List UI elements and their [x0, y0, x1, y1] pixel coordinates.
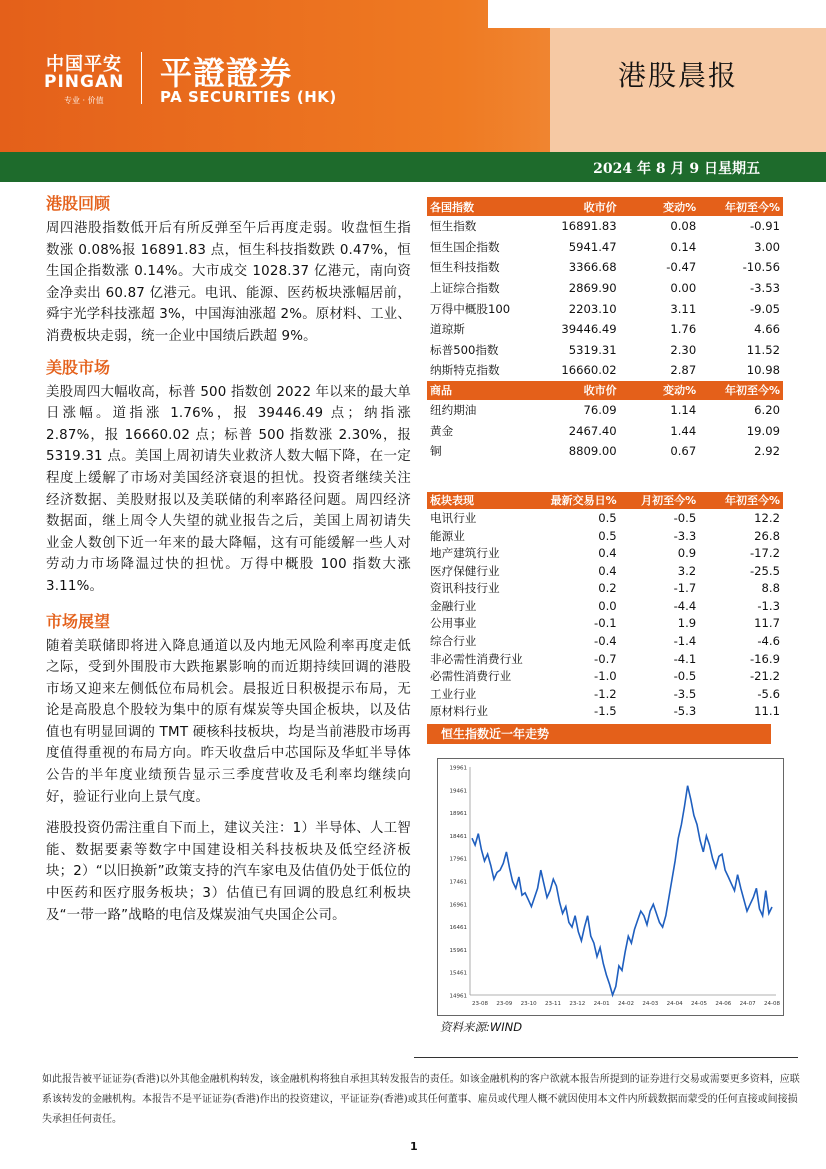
table-row: [427, 509, 783, 527]
row-value: 11.7: [754, 616, 780, 631]
x-tick-label: 24-01: [593, 1001, 610, 1007]
row-value: 1.76: [670, 322, 697, 337]
hsi-chart: [437, 758, 784, 1016]
row-label: 铜: [430, 444, 442, 459]
logo-divider: [141, 52, 142, 104]
x-tick-label: 24-08: [764, 1001, 780, 1007]
row-label: 综合行业: [430, 634, 477, 649]
row-label: 上证综合指数: [430, 281, 500, 296]
row-value: 2.87: [670, 363, 697, 378]
row-value: 0.4: [598, 563, 617, 578]
y-tick-label: 17461: [449, 879, 467, 886]
row-value: -4.4: [673, 598, 697, 613]
x-tick-label: 23-09: [496, 1001, 513, 1007]
row-value: -0.47: [666, 260, 697, 275]
y-tick-label: 16961: [449, 902, 467, 909]
table-row: [427, 400, 783, 421]
row-value: 0.14: [670, 239, 697, 254]
x-tick-label: 24-04: [666, 1001, 683, 1007]
table-row: [427, 580, 783, 598]
table-row: [427, 441, 783, 462]
row-value: 12.2: [754, 510, 780, 525]
table-row: [427, 420, 783, 441]
row-value: -1.2: [594, 686, 617, 701]
row-value: 3.2: [677, 563, 697, 578]
row-value: 4.66: [754, 322, 780, 337]
row-value: 8.8: [761, 581, 780, 596]
x-tick-label: 23-12: [569, 1001, 586, 1007]
date-bar: [0, 152, 826, 182]
column-header: 最新交易日%: [538, 492, 620, 510]
row-value: 1.9: [677, 616, 697, 631]
report-title: 港股晨报: [618, 59, 739, 92]
row-value: 39446.49: [561, 322, 617, 337]
brand-name-cn: 平證證券: [160, 54, 293, 92]
table-row: [427, 237, 783, 258]
row-value: -1.4: [673, 634, 697, 649]
brand-name-en: PA SECURITIES (HK): [160, 88, 337, 106]
row-value: 3.11: [670, 301, 697, 316]
row-label: 资讯科技行业: [430, 581, 500, 596]
row-label: 非必需性消费行业: [430, 651, 523, 666]
x-tick-label: 24-07: [739, 1001, 756, 1007]
row-value: 2869.90: [568, 281, 617, 296]
row-value: -16.9: [750, 651, 780, 666]
chart-title: 恒生指数近一年走势: [427, 724, 771, 744]
row-label: 道琼斯: [430, 322, 465, 337]
disclaimer-text: 如此报告被平证证券(香港)以外其他金融机构转发，该金融机构将独自承担其转发报告的责任。如该金融机构的客户欲就本报告所提到的证券进行交易或需要更多资料，应联系该转发的金融机构。本报告不是平证证券(香港)作出的投资建议，平证证券(香港)或其任何董事、雇员或代理人概不就因使用本文件内所载数据而蒙受的任何直接或间接损失承担任何责任。: [42, 1074, 800, 1125]
table-row: [427, 257, 783, 278]
hk-review-text: 周四港股指数低开后有所反弹至午后再度走弱。收盘恒生指数涨 0.08%报 16891.83 点，恒生科技指数跌 0.47%，恒生国企指数涨 0.14%。大市成交 1028.37 亿港元，南向资金净卖出 60.87 亿港元。电讯、能源、医药板块涨幅居前，舜宇光学科技涨超 3%，中国海油涨超 2%。原材料、工业、消费板块走弱，统一企业中国绩后跌超 9%。: [46, 221, 411, 344]
row-value: 0.00: [670, 281, 697, 296]
row-label: 医疗保健行业: [430, 563, 500, 578]
outlook-text-1: 随着美联储即将进入降息通道以及内地无风险利率再度走低之际，受到外围股市大跌拖累影响的而近期持续回调的港股市场又迎来左侧低位布局机会。晨报近日积极提示布局，无论是高股息个股较为集中的原有煤炭等央国企板块，以及估值也有明显回调的 TMT 硬核科技板块，均是当前港股市场再度值得重视的布局方向。昨天收盘后中芯国际及华虹半导体公告的半年度业绩预告显示三季度营收及毛利率均继续向好，验证行业向上景气度。: [46, 638, 411, 805]
row-label: 必需性消费行业: [430, 669, 512, 684]
table-row: [427, 685, 783, 703]
row-value: -1.5: [594, 704, 617, 719]
row-label: 黄金: [430, 423, 454, 438]
row-value: 0.08: [670, 219, 697, 234]
column-header: 年初至今%: [699, 492, 783, 510]
y-tick-label: 15461: [449, 970, 467, 977]
x-tick-label: 24-02: [618, 1001, 634, 1007]
row-value: 3.00: [754, 239, 780, 254]
table-row: [427, 650, 783, 668]
row-value: -0.5: [673, 669, 697, 684]
column-header: 板块表现: [427, 492, 538, 510]
us-market-text: 美股周四大幅收高，标普 500 指数创 2022 年以来的最大单日涨幅。道指涨 1.76%，报 39446.49 点；纳指涨 2.87%，报 16660.02 点；标普 500 指数涨 2.30%，报 5319.31 点。美国上周初请失业救济人数大幅下降，在一定程度上缓解了市场对美国经济衰退的担忧。投资者继续关注经济数据、美股财报以及美联储的利率路径问题。周四经济数据面，继上周令人失望的就业报告之后，美国上周初请失业金人数创下近一年来的最大降幅，这有可能缓解一些人对劳动力市场降温过快的担忧。万得中概股 100 指数大涨 3.11%。: [46, 384, 411, 594]
row-value: -0.4: [594, 634, 617, 649]
table-row: [427, 667, 783, 685]
row-value: 5941.47: [568, 239, 617, 254]
row-label: 能源业: [430, 528, 465, 543]
row-value: -5.3: [673, 704, 697, 719]
indices-table: [427, 197, 783, 462]
chart-source: 资料来源:WIND: [440, 1020, 523, 1034]
row-value: -17.2: [750, 546, 780, 561]
table-row: [427, 527, 783, 545]
commentary-column: [46, 192, 411, 926]
row-value: 2203.10: [568, 301, 617, 316]
row-value: -1.7: [673, 581, 697, 596]
column-header: 月初至今%: [620, 492, 700, 510]
row-value: 16660.02: [561, 363, 617, 378]
table-row: [427, 632, 783, 650]
section-title-us-market: 美股市场: [46, 357, 111, 377]
row-label: 电讯行业: [430, 510, 477, 525]
row-value: 11.1: [754, 704, 780, 719]
table-row: [427, 544, 783, 562]
row-value: 16891.83: [561, 219, 617, 234]
page-number: 1: [410, 1140, 418, 1153]
pingan-logo-cn: 中国平安: [46, 54, 122, 75]
commodities-header: [427, 381, 783, 400]
row-value: 0.67: [670, 444, 697, 459]
row-label: 恒生指数: [430, 219, 477, 234]
row-label: 恒生国企指数: [430, 239, 500, 254]
row-value: -4.1: [673, 651, 697, 666]
row-value: -0.1: [594, 616, 617, 631]
y-tick-label: 18461: [449, 833, 467, 840]
sector-header: [427, 492, 783, 510]
row-label: 地产建筑行业: [430, 546, 500, 561]
table-row: [427, 340, 783, 361]
row-value: 3366.68: [568, 260, 617, 275]
row-value: 2.30: [670, 342, 697, 357]
table-row: [427, 216, 783, 237]
table-row: [427, 319, 783, 340]
table-row: [427, 360, 783, 381]
outlook-text-2: 港股投资仍需注重自下而上，建议关注：1）半导体、人工智能、数据要素等数字中国建设相关科技板块及低空经济板块；2）“以旧换新”政策支持的汽车家电及估值仍处于低位的中医药和医疗服务板块；3）估值已有回调的股息红利板块及“一带一路”战略的电信及煤炭油气央国企公司。: [46, 821, 411, 923]
row-value: 0.5: [598, 510, 617, 525]
y-tick-label: 19461: [449, 788, 467, 795]
row-label: 标普500指数: [430, 342, 499, 357]
row-value: 2467.40: [568, 423, 617, 438]
column-header: 变动%: [620, 381, 700, 400]
hsi-series-line: [472, 786, 772, 995]
table-row: [427, 298, 783, 319]
row-value: -0.91: [750, 219, 780, 234]
row-value: -3.5: [673, 686, 697, 701]
row-value: 76.09: [583, 403, 617, 418]
section-title-hk-review: 港股回顾: [46, 194, 111, 213]
row-label: 工业行业: [430, 686, 477, 701]
row-value: 0.9: [677, 546, 697, 561]
pingan-logo-en: PINGAN: [44, 72, 125, 92]
row-value: 8809.00: [568, 444, 617, 459]
row-value: -9.05: [750, 301, 780, 316]
column-header: 收市价: [538, 381, 620, 400]
y-tick-label: 17961: [449, 856, 467, 863]
row-value: -3.3: [673, 528, 697, 543]
table-row: [427, 597, 783, 615]
column-header: 收市价: [538, 197, 620, 216]
y-tick-label: 15961: [449, 947, 467, 954]
row-value: 2.92: [754, 444, 780, 459]
row-value: 11.52: [746, 342, 780, 357]
x-tick-label: 23-11: [545, 1001, 561, 1007]
row-value: -1.0: [594, 669, 617, 684]
row-value: -4.6: [757, 634, 780, 649]
sector-table: [427, 492, 783, 721]
x-tick-label: 24-06: [715, 1001, 732, 1007]
row-value: -10.56: [742, 260, 780, 275]
table-row: [427, 278, 783, 299]
report-date: 2024 年 8 月 9 日星期五: [593, 161, 760, 177]
row-value: 0.4: [598, 546, 617, 561]
column-header: 变动%: [620, 197, 700, 216]
pingan-logo-slogan: 专业 · 价值: [64, 96, 104, 105]
row-value: 1.14: [670, 403, 697, 418]
row-label: 纳斯特克指数: [430, 363, 500, 378]
y-tick-label: 18961: [449, 811, 467, 818]
row-label: 原材料行业: [430, 704, 488, 719]
y-tick-label: 19961: [449, 765, 467, 772]
row-label: 金融行业: [430, 598, 477, 613]
column-header: 各国指数: [427, 197, 538, 216]
row-value: -21.2: [750, 669, 780, 684]
indices-header: [427, 197, 783, 216]
row-value: -0.7: [594, 651, 617, 666]
table-row: [427, 615, 783, 633]
section-title-outlook: 市场展望: [46, 611, 111, 631]
row-value: 0.0: [598, 598, 617, 613]
row-value: 5319.31: [568, 342, 617, 357]
row-value: 19.09: [746, 423, 780, 438]
row-value: 0.2: [598, 581, 617, 596]
y-tick-label: 16461: [449, 925, 467, 932]
row-value: 26.8: [754, 528, 780, 543]
market-data-column: [427, 197, 783, 744]
row-value: 0.5: [598, 528, 617, 543]
y-tick-label: 14961: [449, 993, 467, 1000]
row-value: 6.20: [754, 403, 780, 418]
row-label: 恒生科技指数: [430, 260, 500, 275]
row-label: 万得中概股100: [430, 301, 511, 316]
row-value: 10.98: [746, 363, 780, 378]
table-row: [427, 562, 783, 580]
hsi-chart-svg: [438, 759, 783, 1015]
column-header: 商品: [427, 381, 538, 400]
x-tick-label: 23-10: [520, 1001, 537, 1007]
column-header: 年初至今%: [699, 381, 783, 400]
table-row: [427, 703, 783, 721]
header-top-strip: [488, 0, 826, 28]
row-value: -5.6: [757, 686, 780, 701]
row-value: -3.53: [750, 281, 780, 296]
footer-divider: [414, 1057, 798, 1058]
x-tick-label: 24-03: [642, 1001, 659, 1007]
row-label: 纽约期油: [430, 403, 477, 418]
row-label: 公用事业: [430, 616, 477, 631]
x-tick-label: 23-08: [472, 1001, 488, 1007]
row-value: -1.3: [757, 598, 780, 613]
x-tick-label: 24-05: [691, 1001, 707, 1007]
column-header: 年初至今%: [699, 197, 783, 216]
row-value: 1.44: [670, 423, 697, 438]
row-value: -25.5: [750, 563, 780, 578]
row-value: -0.5: [673, 510, 697, 525]
